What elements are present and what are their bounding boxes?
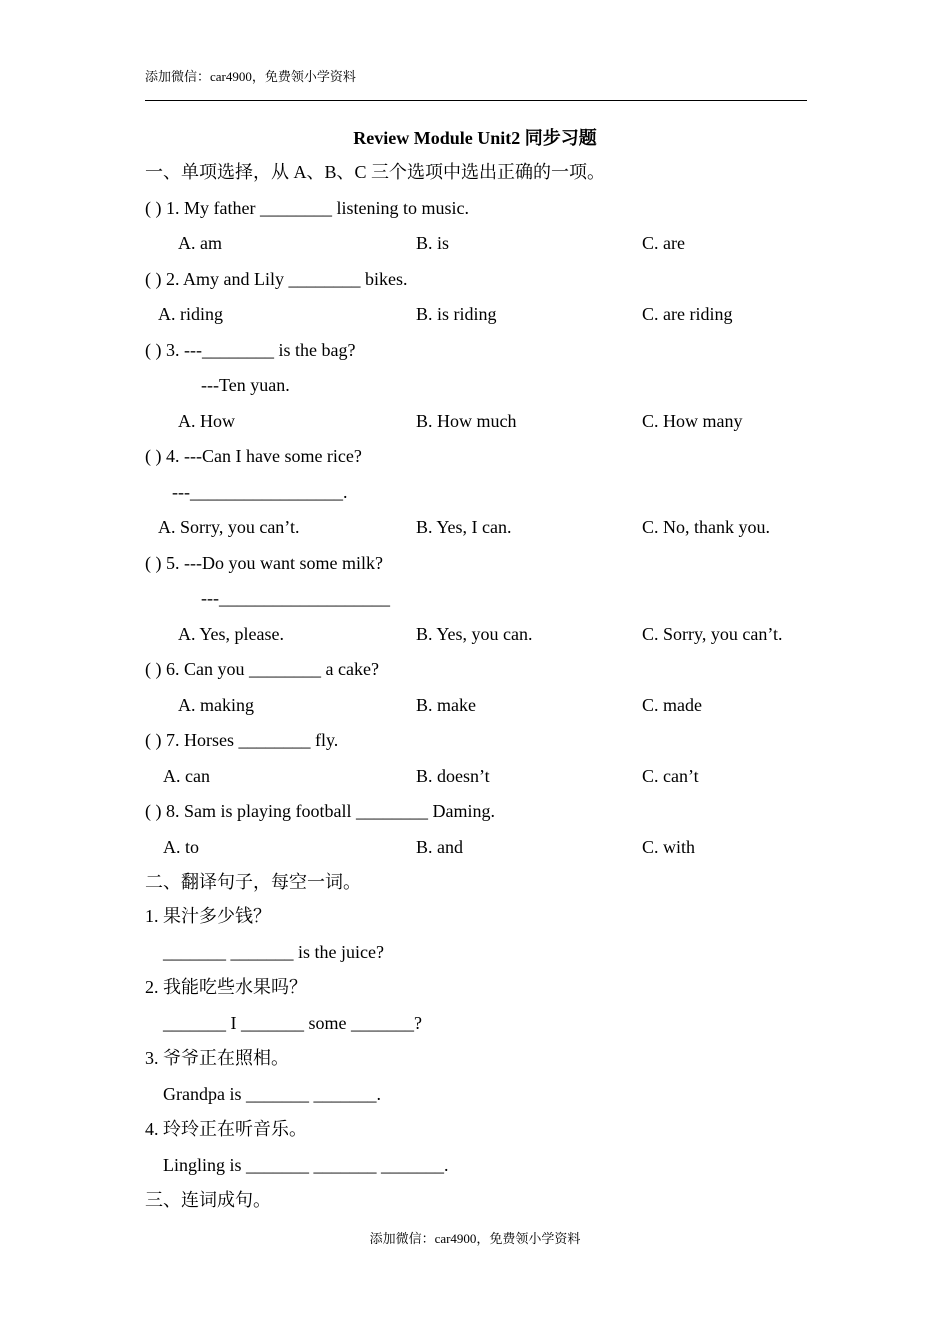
section-1-heading: 一、单项选择，从 A、B、C 三个选项中选出正确的一项。 xyxy=(145,162,606,182)
question-3-option-c: C. How many xyxy=(642,411,743,431)
question-7-option-a: A. can xyxy=(163,766,210,786)
header-watermark: 添加微信：car4900，免费领小学资料 xyxy=(145,69,356,84)
question-8-option-a: A. to xyxy=(163,837,199,857)
translation-1-answer: _______ _______ is the juice? xyxy=(163,942,384,962)
translation-3-answer: Grandpa is _______ _______. xyxy=(163,1084,381,1104)
question-3-option-b: B. How much xyxy=(416,411,517,431)
question-6-option-c: C. made xyxy=(642,695,702,715)
question-4-stem: ( ) 4. ---Can I have some rice? xyxy=(145,446,362,466)
translation-4-answer: Lingling is _______ _______ _______. xyxy=(163,1155,449,1175)
question-6-option-a: A. making xyxy=(178,695,254,715)
question-3-stem: ( ) 3. ---________ is the bag? xyxy=(145,340,356,360)
translation-1-prompt: 1. 果汁多少钱？ xyxy=(145,906,271,926)
question-4-option-a: A. Sorry, you can’t. xyxy=(158,517,300,537)
question-6-stem: ( ) 6. Can you ________ a cake? xyxy=(145,659,379,679)
question-2-option-a: A. riding xyxy=(158,304,223,324)
question-5-option-a: A. Yes, please. xyxy=(178,624,284,644)
section-3-heading: 三、连词成句。 xyxy=(145,1190,271,1210)
question-7-option-c: C. can’t xyxy=(642,766,699,786)
header-divider xyxy=(145,100,807,101)
worksheet-title: Review Module Unit2 同步习题 xyxy=(353,128,597,148)
question-8-option-c: C. with xyxy=(642,837,696,857)
question-5-option-b: B. Yes, you can. xyxy=(416,624,533,644)
question-4-option-c: C. No, thank you. xyxy=(642,517,770,537)
question-7-stem: ( ) 7. Horses ________ fly. xyxy=(145,730,339,750)
translation-3-prompt: 3. 爷爷正在照相。 xyxy=(145,1048,289,1068)
question-7-option-b: B. doesn’t xyxy=(416,766,490,786)
question-2-option-c: C. are riding xyxy=(642,304,733,324)
question-4-reply: ---_________________. xyxy=(172,482,348,502)
section-2-heading: 二、翻译句子，每空一词。 xyxy=(145,872,361,892)
question-5-option-c: C. Sorry, you can’t. xyxy=(642,624,783,644)
question-4-option-b: B. Yes, I can. xyxy=(416,517,512,537)
question-3-reply: ---Ten yuan. xyxy=(201,375,290,395)
question-8-stem: ( ) 8. Sam is playing football ________ Daming. xyxy=(145,801,495,821)
question-5-reply: ---___________________ xyxy=(201,588,390,608)
question-2-stem: ( ) 2. Amy and Lily ________ bikes. xyxy=(145,269,408,289)
question-1-stem: ( ) 1. My father ________ listening to music. xyxy=(145,198,469,218)
question-1-option-a: A. am xyxy=(178,233,222,253)
footer-watermark: 添加微信：car4900，免费领小学资料 xyxy=(369,1231,581,1246)
translation-4-prompt: 4. 玲玲正在听音乐。 xyxy=(145,1119,307,1139)
question-5-stem: ( ) 5. ---Do you want some milk? xyxy=(145,553,383,573)
question-3-option-a: A. How xyxy=(178,411,235,431)
question-6-option-b: B. make xyxy=(416,695,476,715)
question-2-option-b: B. is riding xyxy=(416,304,497,324)
question-8-option-b: B. and xyxy=(416,837,463,857)
translation-2-prompt: 2. 我能吃些水果吗？ xyxy=(145,977,307,997)
question-1-option-b: B. is xyxy=(416,233,450,253)
question-1-option-c: C. are xyxy=(642,233,685,253)
translation-2-answer: _______ I _______ some _______? xyxy=(163,1013,422,1033)
